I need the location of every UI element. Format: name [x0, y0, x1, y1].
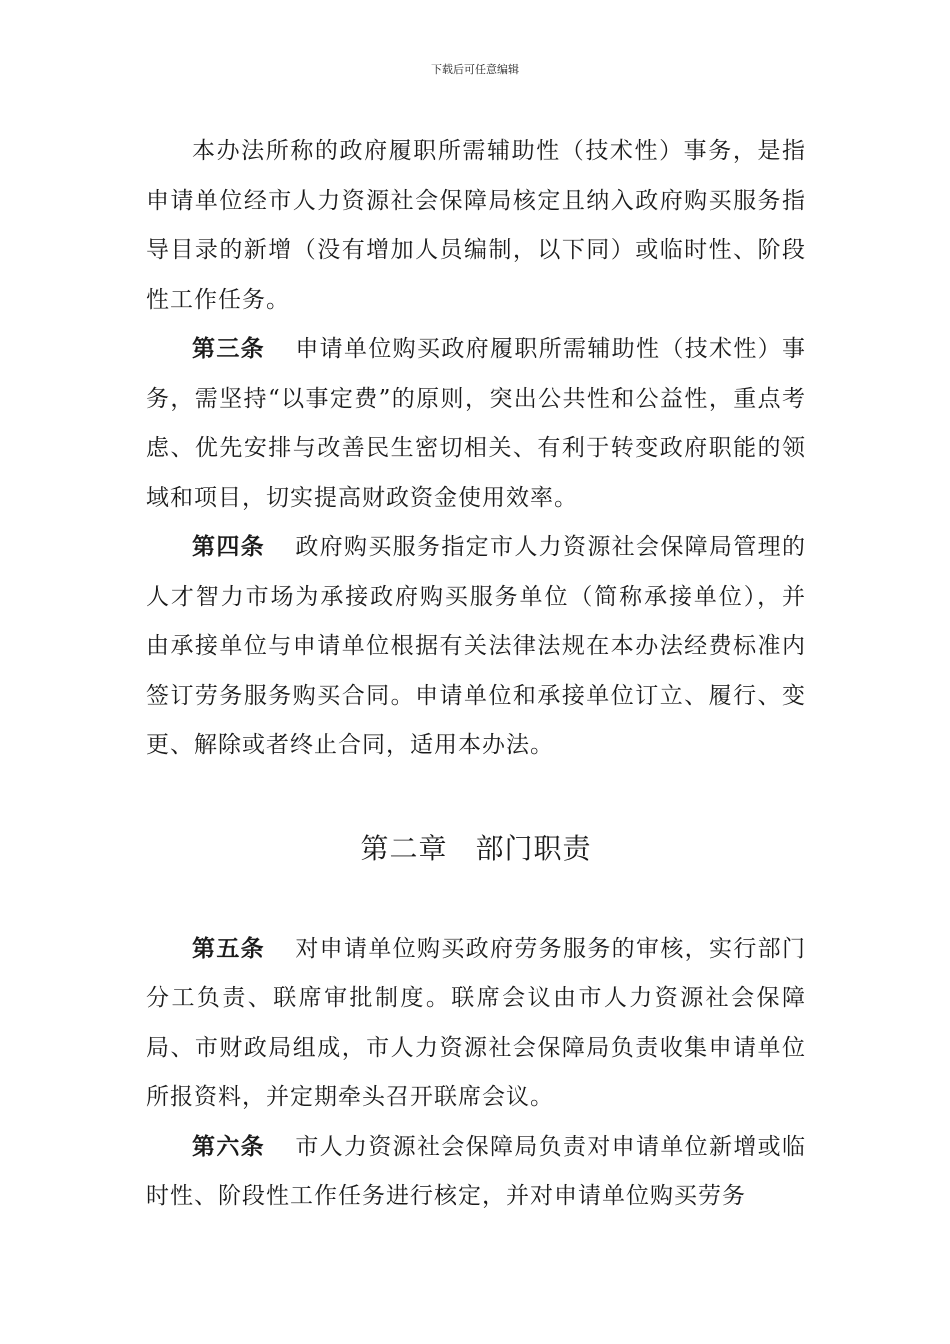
chapter-heading	[146, 819, 806, 879]
article-number: 第五条	[192, 935, 265, 962]
article-5	[146, 925, 806, 1123]
article-3	[146, 325, 806, 523]
article-6	[146, 1123, 806, 1222]
article-number: 第三条	[192, 336, 265, 362]
article-number: 第四条	[192, 534, 265, 560]
article-text: 申请单位购买政府履职所需辅助性（技术性）事务，需坚持“以事定费”的原则，突出公共性和公益性，重点考虑、优先安排与改善民生密切相关、有利于转变政府职能的领域和项目，切实提高财政资金使用效率。	[146, 336, 806, 511]
document-body	[146, 127, 806, 1222]
paragraph-definition	[146, 127, 806, 325]
paragraph-text: 本办法所称的政府履职所需辅助性（技术性）事务，是指申请单位经市人力资源社会保障局核定且纳入政府购买服务指导目录的新增（没有增加人员编制，以下同）或临时性、阶段性工作任务。	[146, 138, 806, 313]
article-4	[146, 523, 806, 771]
article-text: 市人力资源社会保障局负责对申请单位新增或临时性、阶段性工作任务进行核定，并对申请单位购买劳务	[146, 1133, 806, 1209]
page-header: 下载后可任意编辑	[431, 63, 519, 76]
article-text: 政府购买服务指定市人力资源社会保障局管理的人才智力市场为承接政府购买服务单位（简称承接单位），并由承接单位与申请单位根据有关法律法规在本办法经费标准内签订劳务服务购买合同。申请单位和承接单位订立、履行、变更、解除或者终止合同，适用本办法。	[146, 534, 806, 758]
article-text: 对申请单位购买政府劳务服务的审核，实行部门分工负责、联席审批制度。联席会议由市人力资源社会保障局、市财政局组成，市人力资源社会保障局负责收集申请单位所报资料，并定期牵头召开联席会议。	[146, 935, 806, 1110]
chapter-title: 部门职责	[475, 831, 592, 865]
article-number: 第六条	[192, 1133, 265, 1160]
chapter-number: 第二章	[360, 831, 448, 865]
